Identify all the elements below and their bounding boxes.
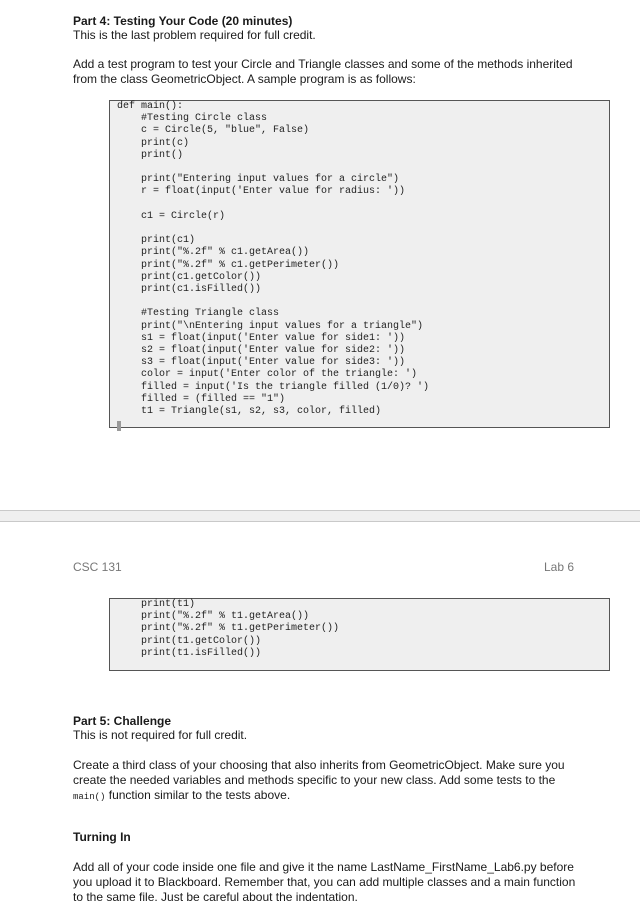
part5-subtitle-text: This is not required for full credit.: [73, 728, 248, 742]
part5-body: [73, 758, 583, 805]
part5-body-line-2: create the needed variables and methods specific to your new class. Add some tests to the: [73, 773, 556, 787]
part5-title: Part 5: Challenge: [73, 714, 172, 728]
header-course: CSC 131: [73, 560, 122, 574]
part4-title: Part 4: Testing Your Code (20 minutes): [73, 14, 293, 28]
page-break: [0, 510, 640, 522]
code-block-main: [109, 100, 610, 428]
document-page-2: [0, 522, 640, 918]
turning-in-line-3: to the same file. Just be careful about the indentation.: [73, 890, 358, 904]
code-block-continued-text: print(t1) print("%.2f" % t1.getArea()) print("%.2f" % t1.getPerimeter()) print(t1.getColor()) print(t1.isFilled()): [141, 599, 340, 659]
part4-body: [73, 57, 583, 87]
part4-body-line-1: Add a test program to test your Circle and Triangle classes and some of the methods inherited: [73, 57, 573, 71]
code-block-main-text: def main(): #Testing Circle class c = Circle(5, "blue", False) print(c) print() print("Entering input values for a circle") r = float(input('Enter value for radius: ')) c1 = Circle(r) print(c1) print("%.2f" % c1.getArea()) print("%.2f" % c1.getPerimeter()) print(c1.getColor()) print(c1.isFilled()) #Testing Triangle class print("\nEntering input values for a triangle") s1 = float(input('Enter value for side1: ')) s2 = float(input('Enter value for side2: ')) s3 = float(input('Enter value for side3: ')) color = input('Enter color of the triangle: ') filled = input('Is the triangle filled (1/0)? ') filled = (filled == "1") t1 = Triangle(s1, s2, s3, color, filled): [117, 101, 430, 418]
turning-in-title: Turning In: [73, 830, 131, 844]
turning-in-line-2: you upload it to Blackboard. Remember that, you can add multiple classes and a main function: [73, 875, 576, 889]
part4-subtitle-text: This is the last problem required for full credit.: [73, 28, 316, 42]
part5-body-line-3-rest: function similar to the tests above.: [105, 788, 291, 802]
text-cursor: [117, 417, 121, 435]
part5-body-line-1: Create a third class of your choosing that also inherits from GeometricObject. Make sure you: [73, 758, 565, 772]
part5-subtitle: [73, 728, 583, 743]
main-function-code: main(): [73, 792, 106, 802]
header-lab: Lab 6: [544, 560, 575, 574]
turning-in-line-1: Add all of your code inside one file and give it the name LastName_FirstName_Lab6.py before: [73, 860, 574, 874]
part5-body-line-3: [73, 788, 583, 805]
code-block-continued: [109, 598, 610, 671]
part4-subtitle: [73, 28, 583, 43]
part4-body-line-2: from the class GeometricObject. A sample program is as follows:: [73, 72, 416, 86]
turning-in-body: [73, 860, 583, 905]
